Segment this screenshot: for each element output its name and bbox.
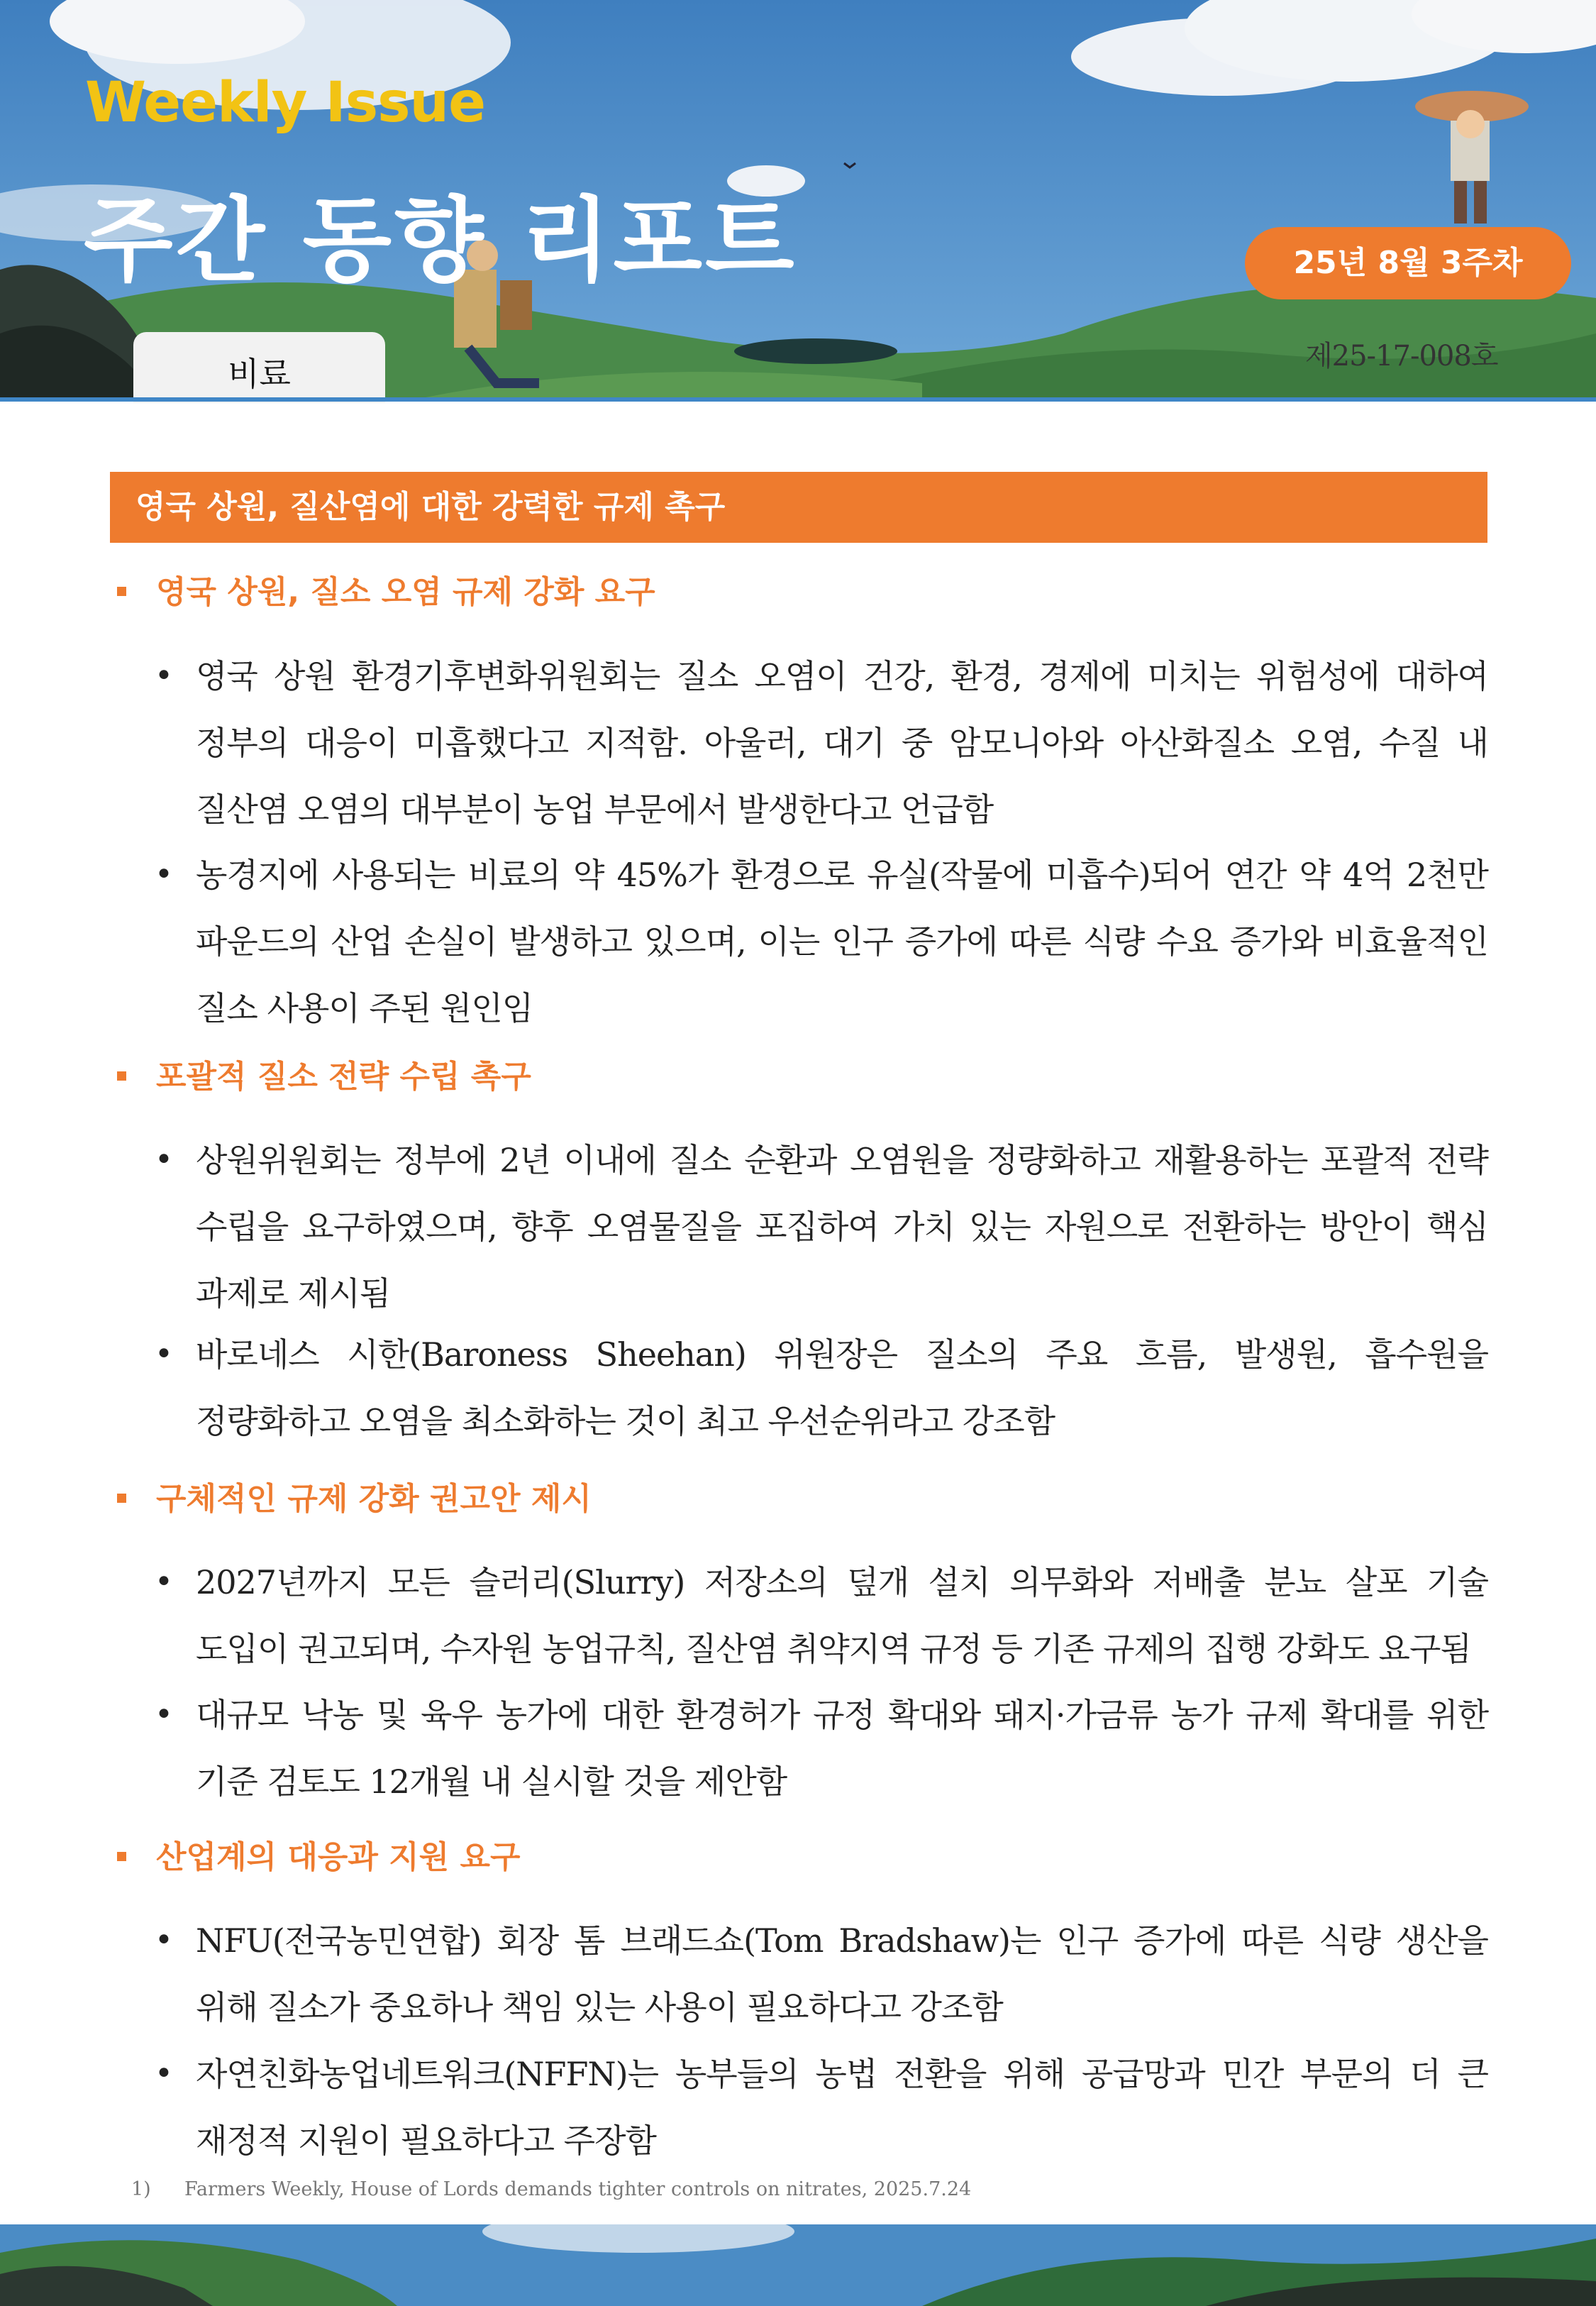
section-heading (117, 1836, 521, 1879)
section-heading (117, 571, 655, 614)
bullet-item (155, 842, 1488, 1042)
square-bullet-icon (117, 1071, 126, 1081)
bullet-item (155, 643, 1488, 843)
article-title: 영국 상원, 질산염에 대한 강력한 규제 촉구 (135, 489, 726, 525)
section-heading-text: 포괄적 질소 전략 수립 촉구 (156, 1059, 531, 1095)
bullet-dot-icon: • (155, 1564, 173, 1600)
square-bullet-icon (117, 1494, 126, 1503)
square-bullet-icon (117, 587, 126, 596)
bullet-text: 상원위원회는 정부에 2년 이내에 질소 순환과 오염원을 정량화하고 재활용하는 포괄적 전략 수립을 요구하였으며, 향후 오염물질을 포집하여 가치 있는 자원으로 전환하는 방안이 핵심 과제로 제시됨 (196, 1141, 1488, 1313)
bullet-item (155, 2041, 1488, 2174)
footnote-number: 1) (131, 2178, 151, 2200)
bullet-item (155, 1682, 1488, 1815)
date-badge: 25년 8월 3주차 (1245, 227, 1571, 299)
footnote-text: Farmers Weekly, House of Lords demands tighter controls on nitrates, 2025.7.24 (184, 2178, 972, 2200)
section-heading-text: 산업계의 대응과 지원 요구 (156, 1839, 521, 1875)
bullet-dot-icon: • (155, 1142, 173, 1178)
bullet-item (155, 1549, 1488, 1682)
footnote (131, 2178, 971, 2200)
section-heading-text: 구체적인 규제 강화 권고안 제시 (156, 1481, 592, 1517)
bullet-text: 바로네스 시한(Baroness Sheehan) 위원장은 질소의 주요 흐름, 발생원, 흡수원을 정량화하고 오염을 최소화하는 것이 최고 우선순위라고 강조함 (196, 1335, 1488, 1440)
footer-band (0, 2224, 1596, 2306)
bullet-text: 영국 상원 환경기후변화위원회는 질소 오염이 건강, 환경, 경제에 미치는 위험성에 대하여 정부의 대응이 미흡했다고 지적함. 아울러, 대기 중 암모니아와 아산화질소 오염, 수질 내 질산염 오염의 대부분이 농업 부문에서 발생한다고 언급함 (196, 657, 1488, 829)
bullet-dot-icon: • (155, 1697, 173, 1733)
issue-number: 제25-17-008호 (1305, 340, 1498, 373)
bullet-item (155, 1907, 1488, 2041)
bullet-dot-icon: • (155, 856, 173, 893)
bullet-text: 대규모 낙농 및 육우 농가에 대한 환경허가 규정 확대와 돼지·가금류 농가 규제 확대를 위한 기준 검토도 12개월 내 실시할 것을 제안함 (196, 1696, 1488, 1801)
bullet-text: 농경지에 사용되는 비료의 약 45%가 환경으로 유실(작물에 미흡수)되어 연간 약 4억 2천만 파운드의 산업 손실이 발생하고 있으며, 이는 인구 증가에 따른 식량 수요 증가와 비효율적인 질소 사용이 주된 원인임 (196, 856, 1488, 1027)
weekly-issue-label: Weekly Issue (85, 71, 485, 135)
bullet-dot-icon: • (155, 1336, 173, 1372)
bullet-text: 2027년까지 모든 슬러리(Slurry) 저장소의 덮개 설치 의무화와 저배출 분뇨 살포 기술 도입이 권고되며, 수자원 농업규칙, 질산염 취약지역 규정 등 기존 규제의 집행 강화도 요구됨 (196, 1563, 1488, 1668)
bullet-text: 자연친화농업네트워크(NFFN)는 농부들의 농법 전환을 위해 공급망과 민간 부문의 더 큰 재정적 지원이 필요하다고 주장함 (196, 2055, 1488, 2160)
report-title: 주간 동향 리포트 (84, 187, 797, 294)
square-bullet-icon (117, 1852, 126, 1861)
bullet-item (155, 1127, 1488, 1327)
header-divider (0, 397, 1596, 402)
article-title-bar (110, 472, 1487, 543)
bullet-dot-icon: • (155, 2056, 173, 2092)
bullet-item (155, 1321, 1488, 1455)
section-heading (117, 1478, 592, 1521)
section-heading-text: 영국 상원, 질소 오염 규제 강화 요구 (156, 574, 655, 610)
section-heading (117, 1056, 531, 1098)
category-tab: 비료 (133, 332, 385, 403)
bullet-text: NFU(전국농민연합) 회장 톰 브래드쇼(Tom Bradshaw)는 인구 증가에 따른 식량 생산을 위해 질소가 중요하나 책임 있는 사용이 필요하다고 강조함 (196, 1921, 1488, 2026)
bullet-dot-icon: • (155, 658, 173, 694)
footer-illustration (0, 2224, 1596, 2306)
bullet-dot-icon: • (155, 1922, 173, 1958)
